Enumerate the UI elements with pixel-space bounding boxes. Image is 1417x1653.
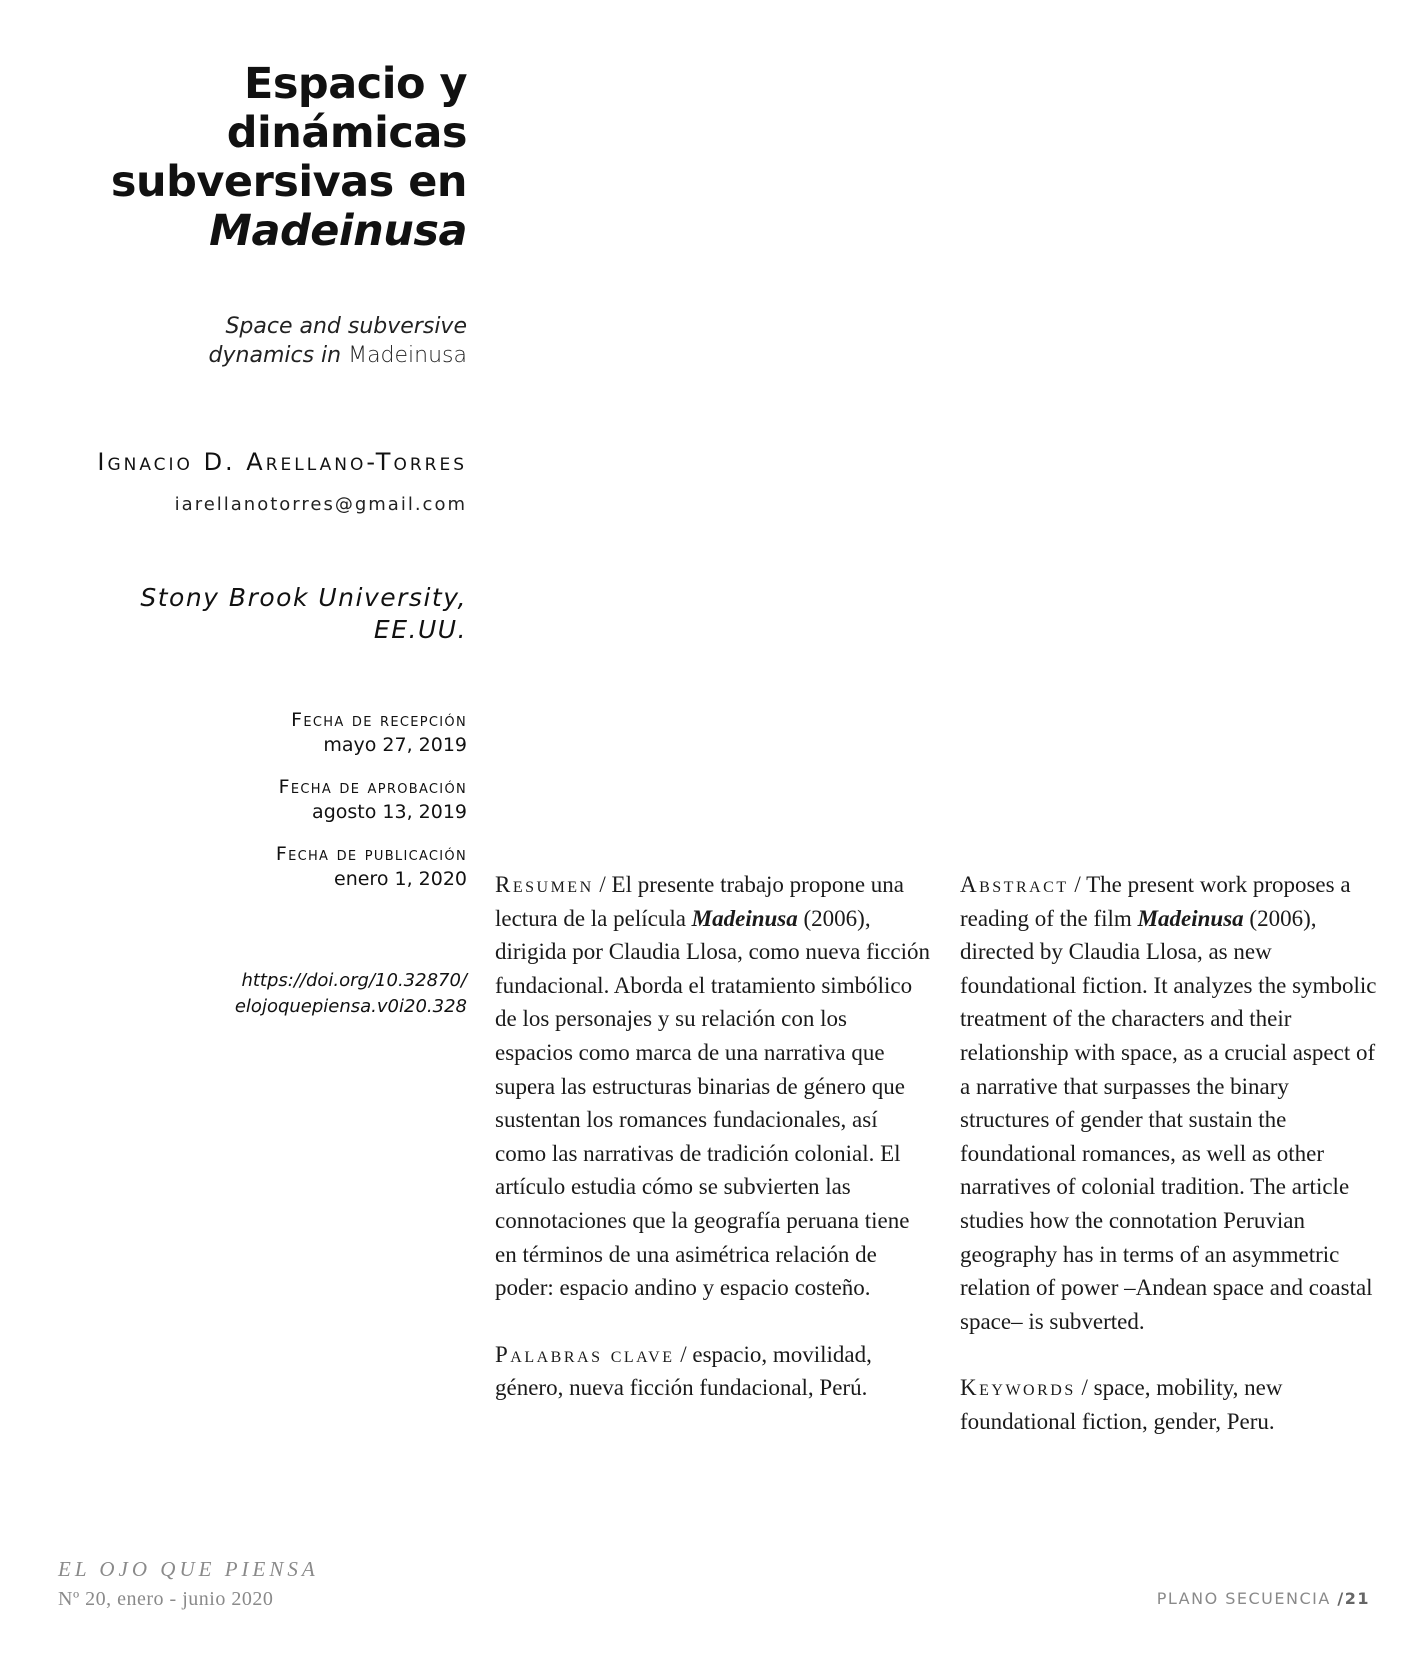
title-line-1: Espacio y — [243, 59, 467, 109]
publication-label: Fecha de publicación — [275, 843, 467, 865]
abstract-label: Abstract — [960, 872, 1069, 897]
title-line-4: Madeinusa — [209, 206, 467, 256]
doi-line-2: elojoquepiensa.v0i20.328 — [234, 996, 467, 1017]
author-affiliation — [40, 582, 467, 646]
palabras-clave-sep: / — [674, 1341, 693, 1367]
doi-line-1: https://doi.org/10.32870/ — [241, 970, 467, 991]
abstract-paragraph — [960, 868, 1380, 1338]
footer-journal-info — [58, 1557, 319, 1611]
abstract-film: Madeinusa — [1137, 905, 1244, 931]
abstract-text-after: (2006), directed by Claudia Llosa, as new foundational fiction. It analyzes the symbolic treatment of the characters and their relationship with space, as a crucial aspect of a narrative that surpasses the binary structures of gender that sustain the foundational romances, as well as other narratives of colonial tradition. The article studies how the connotation Peruvian geography has in terms of an asymmetric relation of power –Andean space and coastal space– is subverted. — [960, 905, 1377, 1334]
resumen-paragraph — [495, 868, 930, 1305]
publication-value: enero 1, 2020 — [334, 868, 467, 890]
subtitle-prefix: dynamics in — [208, 343, 349, 368]
keywords-sep: / — [1075, 1375, 1094, 1401]
affiliation-line-1: Stony Brook University, — [140, 583, 467, 612]
resumen-sep: / — [593, 872, 612, 897]
title-line-2: dinámicas — [226, 108, 467, 158]
section-name: PLANO SECUENCIA — [1156, 1589, 1338, 1608]
abstract-sep: / — [1068, 872, 1087, 897]
keywords-text: space, mobility, new foundational fiction, gender, Peru. — [960, 1375, 1283, 1434]
reception-label: Fecha de recepción — [291, 709, 467, 731]
page-number: /21 — [1337, 1589, 1370, 1608]
reception-value: mayo 27, 2019 — [323, 734, 467, 756]
journal-issue: Nº 20, enero - junio 2020 — [58, 1588, 274, 1610]
english-subtitle — [40, 312, 467, 370]
approval-value: agosto 13, 2019 — [312, 801, 467, 823]
palabras-clave-text: espacio, movilidad, género, nueva ficción fundacional, Perú. — [495, 1341, 872, 1401]
journal-name: EL OJO QUE PIENSA — [58, 1557, 319, 1581]
affiliation-line-2: EE.UU. — [373, 615, 467, 644]
resumen-film: Madeinusa — [691, 905, 798, 931]
subtitle-film: Madeinusa — [348, 343, 467, 368]
resumen-label: Resumen — [495, 872, 594, 897]
palabras-clave-label: Palabras clave — [495, 1341, 675, 1367]
palabras-clave-paragraph — [495, 1338, 930, 1405]
resumen-text-before: El presente trabajo propone una lectura de la película — [495, 872, 905, 931]
doi-link[interactable] — [40, 968, 467, 1020]
approval-label: Fecha de aprobación — [278, 776, 467, 798]
keywords-paragraph — [960, 1371, 1380, 1438]
footer-section — [1157, 1589, 1370, 1608]
abstract-text-before: The present work proposes a reading of the film — [960, 872, 1351, 931]
subtitle-line-1: Space and subversive — [225, 314, 467, 339]
author-email[interactable]: iarellanotorres@gmail.com — [174, 494, 467, 515]
article-dates — [40, 708, 467, 909]
author-name: Ignacio D. Arellano-Torres — [97, 448, 467, 476]
article-title — [40, 60, 467, 256]
subtitle-line-2 — [40, 341, 467, 370]
title-line-3: subversivas en — [110, 157, 467, 207]
abstract-column — [960, 868, 1380, 1472]
resumen-column — [495, 868, 930, 1438]
keywords-label: Keywords — [960, 1375, 1076, 1401]
resumen-text-after: (2006), dirigida por Claudia Llosa, como nueva ficción fundacional. Aborda el tratamiento simbólico de los personajes y su relación con los espacios como marca de una narrativa que supera las estructuras binarias de género que sustentan los romances fundacionales, así como las narrativas de tradición colonial. El artículo estudia cómo se subvierten las connotaciones que la geografía peruana tiene en términos de una asimétrica relación de poder: espacio andino y espacio costeño. — [495, 905, 930, 1301]
